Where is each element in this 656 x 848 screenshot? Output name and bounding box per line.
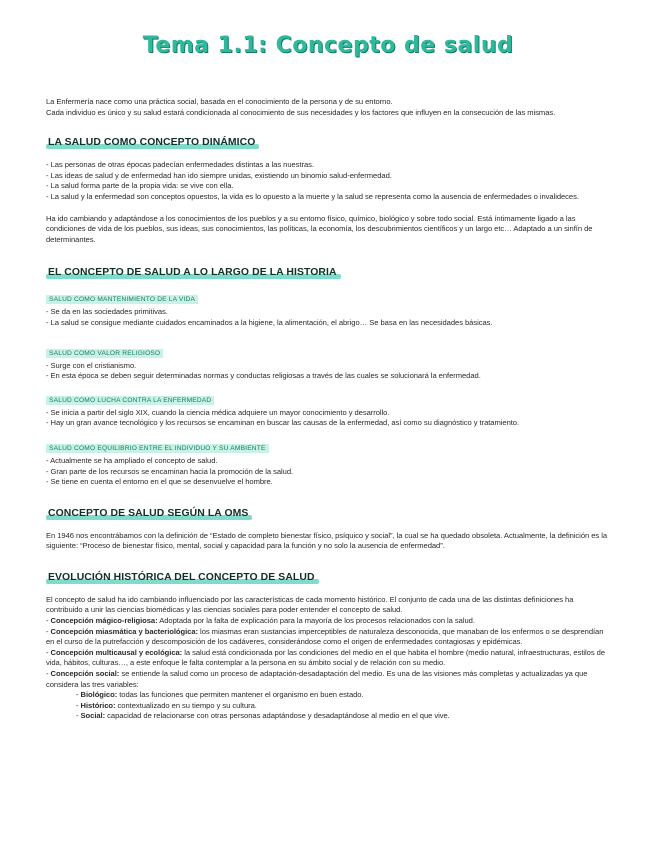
sub-list-item: - Social: capacidad de relacionarse con otras personas adaptándose y desadaptándose al medio en el que vive. [76,711,450,721]
list-item: - La salud forma parte de la propia vida: se vive con ella. [46,181,234,191]
list-item: - Las ideas de salud y de enfermedad han ido siempre unidas, existiendo un binomio salud-enfermedad. [46,170,392,180]
list [46,160,610,202]
section-evolution [46,567,610,585]
intro-line: La Enfermería nace como una práctica social, basada en el conocimiento de la persona y de su entorno. [46,97,393,106]
list-item: - Surge con el cristianismo. [46,360,137,370]
list-item: - Se da en las sociedades primitivas. [46,307,168,317]
intro [46,97,610,118]
term: Concepción social: [50,669,120,679]
term-text: todas las funciones que permiten mantener el organismo en buen estado. [117,690,364,700]
paragraph: Ha ido cambiando y adaptándose a los conocimientos de los pueblos y a su entorno físico, químico, biológico y sobre todo social. Está íntimamente ligado a las condiciones de vida de los pueblos, sus ideas, sus conocimientos, las políticas, la economía, los descubrimientos científicos y un largo etc… Adaptado a un sinfín de determinantes. [46,213,593,244]
term: Concepción multicausal y ecológica: [50,647,183,657]
paragraph: En 1946 nos encontrábamos con la definición de “Estado de completo bienestar físico, psíquico y social”, la cual se ha quedado obsoleta. Actualmente, la definición es la siguiente: “Proceso de bienestar físico, mental, social y capacidad para la función y no solo la ausencia de enfermedad”. [46,530,608,551]
subsection-label: SALUD COMO MANTENIMIENTO DE LA VIDA [46,295,198,304]
history-block [46,288,610,328]
list-item: - Actualmente se ha ampliado el concepto de salud. [46,455,218,465]
history-block [46,437,610,488]
history-block [46,389,610,429]
intro-line: Cada individuo es único y su salud estará condicionada al conocimiento de sus necesidades y los factores que influyen en la consecución de las mismas. [46,107,556,117]
term-text: la salud está condicionada por las condiciones del medio en el que habita el hombre (medio natural, infraestructuras, estilos de vida, hábitos, culturas…, a este enfoque le falta contemplar a la persona en su ámbito social y de relación con su medio. [46,647,606,668]
title-area [46,0,610,60]
term-text: Adoptada por la falta de explicación para la mayoría de los procesos relacionados con la salud. [157,616,475,626]
section-heading: EVOLUCIÓN HISTÓRICA DEL CONCEPTO DE SALUD [48,571,315,583]
subsection-label: SALUD COMO VALOR RELIGIOSO [46,349,163,358]
section-heading: CONCEPTO DE SALUD SEGÚN LA OMS [48,507,249,519]
section-history [46,262,610,280]
term: Concepción mágico-religiosa: [50,616,158,626]
subsection-label: SALUD COMO EQUILIBRIO ENTRE EL INDIVIDUO Y SU AMBIENTE [46,444,269,453]
term: Social: [80,711,106,721]
section-heading: LA SALUD COMO CONCEPTO DINÁMICO [48,137,256,149]
list-item: - Concepción multicausal y ecológica: la salud está condicionada por las condiciones del medio en el que habita el hombre (medio natural, infraestructuras, estilos de vida, hábitos, culturas…, a este enfoque le falta contemplar a la persona en su ámbito social y de relación con su medio. [46,647,606,668]
term: Concepción miasmática y bacteriológica: [50,626,198,636]
term-text: contextualizado en su tiempo y su cultura. [115,700,257,710]
list-item: - La salud y la enfermedad son conceptos opuestos, la vida es lo opuesto a la muerte y la salud se representa como la ausencia de enfermedades o invalideces. [46,191,579,201]
section-dynamic [46,132,610,150]
list-item: - Concepción mágico-religiosa: Adoptada por la falta de explicación para la mayoría de los procesos relacionados con la salud. [46,616,475,626]
page-title: Tema 1.1: Concepto de salud [142,33,514,58]
list-item: - Se inicia a partir del siglo XIX, cuando la ciencia médica adquiere un mayor conocimiento y desarrollo. [46,407,390,417]
sub-list-item: - Histórico: contextualizado en su tiempo y su cultura. [76,700,257,710]
list-item: - La salud se consigue mediante cuidados encaminados a la higiene, la alimentación, el abrigo… Se basa en las necesidades básicas. [46,317,493,327]
term-text: capacidad de relacionarse con otras personas adaptándose y desadaptándose al medio en el que vive. [105,711,450,721]
list-item: - Hay un gran avance tecnológico y los recursos se encaminan en buscar las causas de la enfermedad, así como su diagnóstico y tratamiento. [46,418,520,428]
list-item: - Concepción social: se entiende la salud como un proceso de adaptación-desadaptación del medio. Es una de las visiones más completas y actualizadas ya que considera las tres variables: [46,669,588,689]
term: Histórico: [80,700,116,710]
list-item: - Concepción miasmática y bacteriológica: los miasmas eran sustancias imperceptibles de naturaleza desconocida, que manaban de los enfermos o se desprendían en el curso de la putrefacción y descomposición de los cadáveres, considerándose como el origen de enfermedades contagiosas y epidémicas. [46,626,604,647]
paragraph: El concepto de salud ha ido cambiando influenciado por las características de cada momento histórico. El conjunto de cada una de las distintas definiciones ha contribuido a unir las ciencias biomédicas y las ciencias sociales para poder entender el concepto de salud. [46,594,574,615]
term: Biológico: [80,690,118,700]
history-block [46,342,610,382]
section-heading: EL CONCEPTO DE SALUD A LO LARGO DE LA HISTORIA [48,267,337,279]
list-item: - Gran parte de los recursos se encaminan hacia la promoción de la salud. [46,466,294,476]
list-item: - En esta época se deben seguir determinadas normas y conductas religiosas a través de las cuales se solucionará la enfermedad. [46,371,481,381]
sub-list-item: - Biológico: todas las funciones que permiten mantener el organismo en buen estado. [76,690,364,700]
list-item: - Se tiene en cuenta el entorno en el que se desenvuelve el hombre. [46,477,273,487]
term-text: los miasmas eran sustancias imperceptibles de naturaleza desconocida, que manaban de los enfermos o se desprendían en el curso de la putrefacción y descomposición de los cadáveres, considerándose como el origen de enfermedades contagiosas y epidémicas. [46,626,604,647]
list-item: - Las personas de otras épocas padecían enfermedades distintas a las nuestras. [46,160,314,170]
section-oms [46,503,610,521]
term-text: se entiende la salud como un proceso de adaptación-desadaptación del medio. Es una de las visiones más completas y actualizadas ya que considera las tres variables: [46,669,588,689]
subsection-label: SALUD COMO LUCHA CONTRA LA ENFERMEDAD [46,396,214,405]
